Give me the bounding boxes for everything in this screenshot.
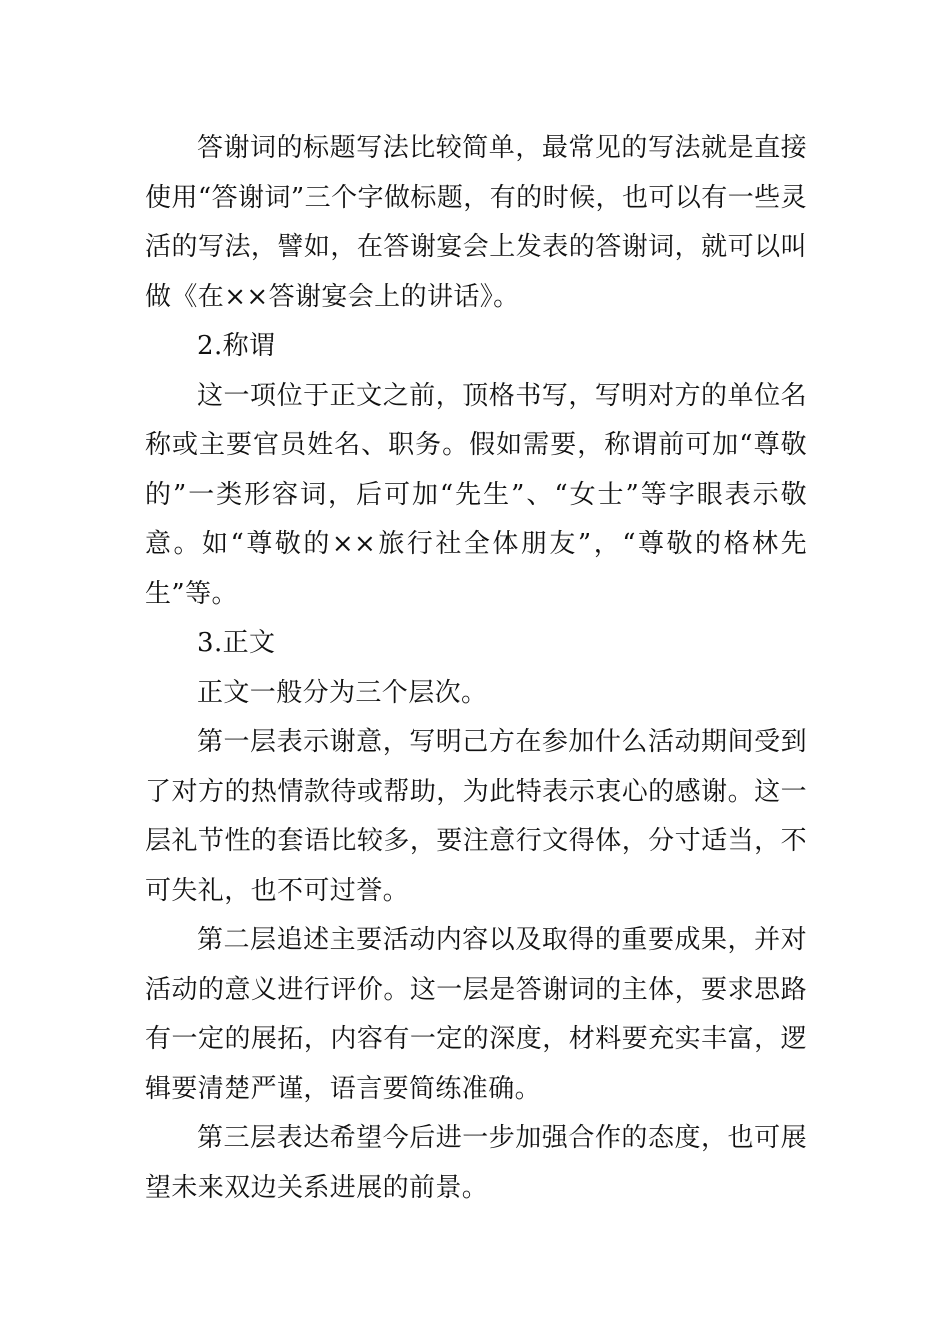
paragraph-title-intro: 答谢词的标题写法比较简单，最常见的写法就是直接使用“答谢词”三个字做标题，有的时候，也可以有一些灵活的写法，譬如，在答谢宴会上发表的答谢词，就可以叫做《在××答谢宴会上的讲话》。 [145, 133, 807, 312]
section-heading-body: 3.正文 [197, 628, 276, 658]
paragraph-body-levels: 正文一般分为三个层次。 [197, 677, 488, 708]
document-body [145, 124, 807, 1213]
paragraph-level-three: 第三层表达希望今后进一步加强合作的态度，也可展望未来双边关系进展的前景。 [145, 1123, 807, 1203]
paragraph-salutation: 这一项位于正文之前，顶格书写，写明对方的单位名称或主要官员姓名、职务。假如需要，称谓前可加“尊敬的”一类形容词，后可加“先生”、“女士”等字眼表示敬意。如“尊敬的××旅行社全体朋友”，“尊敬的格林先生”等。 [145, 380, 807, 609]
paragraph-level-two: 第二层追述主要活动内容以及取得的重要成果，并对活动的意义进行评价。这一层是答谢词的主体，要求思路有一定的展拓，内容有一定的深度，材料要充实丰富，逻辑要清楚严谨，语言要简练准确。 [145, 925, 807, 1104]
paragraph-level-one: 第一层表示谢意，写明己方在参加什么活动期间受到了对方的热情款待或帮助，为此特表示衷心的感谢。这一层礼节性的套语比较多，要注意行文得体，分寸适当，不可失礼，也不可过誉。 [145, 727, 807, 906]
section-heading-salutation: 2.称谓 [197, 331, 276, 361]
